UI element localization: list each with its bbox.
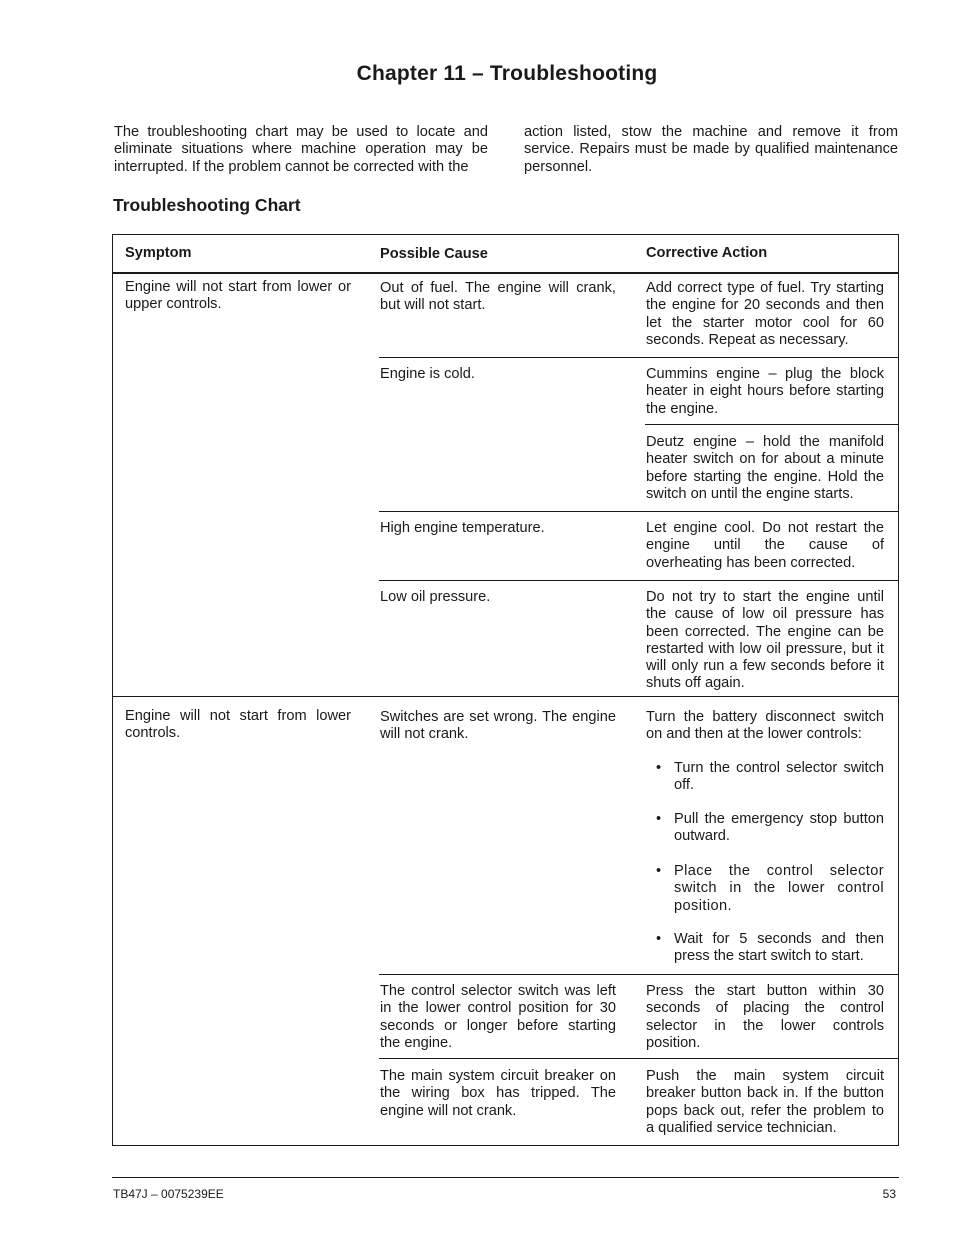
cause-cell: The control selector switch was left in the lower control position for 30 seconds or longer before starting the engine. (380, 983, 616, 1051)
step-item: Turn the control selector switch off. (674, 760, 884, 794)
action-cell: Cummins engine – plug the block heater in eight hours before starting the engine. (646, 366, 884, 417)
header-rule (113, 272, 898, 274)
cause-cell: Switches are set wrong. The engine will not crank. (380, 709, 616, 743)
step-item: Pull the emergency stop button outward. (674, 811, 884, 845)
action-cell: Add correct type of fuel. Try starting the engine for 20 seconds and then let the starter motor cool for 60 seconds. Repeat as necessary. (646, 280, 884, 348)
cause-cell: Engine is cold. (380, 366, 475, 382)
troubleshooting-table (112, 234, 899, 1146)
symptom-cell: Engine will not start from lower controls. (125, 708, 351, 742)
action-cell: Push the main system circuit breaker button back in. If the button pops back out, refer the problem to a qualified service technician. (646, 1068, 884, 1136)
bullet-icon: • (656, 931, 662, 947)
page-number: 53 (882, 1187, 896, 1201)
row-divider (645, 424, 898, 425)
intro-paragraph-left: The troubleshooting chart may be used to locate and eliminate situations where machine operation may be interrupted. If the problem cannot be corrected with the (114, 124, 488, 175)
footer-rule (112, 1177, 899, 1178)
step-item: Place the control selector switch in the lower control position. (674, 863, 884, 914)
header-corrective-action: Corrective Action (646, 245, 768, 261)
header-symptom: Symptom (125, 245, 192, 261)
symptom-cell: Engine will not start from lower or upper controls. (125, 279, 351, 313)
row-divider (379, 580, 898, 581)
chapter-title: Chapter 11 – Troubleshooting (356, 62, 658, 85)
row-divider (379, 1058, 898, 1059)
row-divider (379, 357, 898, 358)
cause-cell: The main system circuit breaker on the wiring box has tripped. The engine will not crank. (380, 1068, 616, 1119)
header-possible-cause: Possible Cause (380, 246, 488, 262)
cause-cell: High engine temperature. (380, 520, 545, 536)
bullet-icon: • (656, 863, 662, 879)
row-divider (379, 511, 898, 512)
action-cell: Let engine cool. Do not restart the engine until the cause of overheating has been corrected. (646, 520, 884, 571)
bullet-icon: • (656, 811, 662, 827)
intro-paragraph-right: action listed, stow the machine and remove it from service. Repairs must be made by qualified maintenance personnel. (524, 124, 898, 175)
action-cell: Turn the battery disconnect switch on and then at the lower controls: (646, 709, 884, 743)
action-cell: Press the start button within 30 seconds of placing the control selector in the lower controls position. (646, 983, 884, 1051)
row-divider (379, 974, 898, 975)
footer-doc-id: TB47J – 0075239EE (113, 1187, 224, 1201)
symptom-divider (113, 696, 898, 697)
section-title: Troubleshooting Chart (113, 195, 301, 215)
action-cell: Deutz engine – hold the manifold heater switch on for about a minute before starting the engine. Hold the switch on until the engine starts. (646, 434, 884, 502)
cause-cell: Out of fuel. The engine will crank, but will not start. (380, 280, 616, 314)
bullet-icon: • (656, 760, 662, 776)
cause-cell: Low oil pressure. (380, 589, 491, 605)
step-item: Wait for 5 seconds and then press the start switch to start. (674, 931, 884, 965)
action-cell: Do not try to start the engine until the cause of low oil pressure has been corrected. The engine can be restarted with low oil pressure, but it will only run a few seconds before it shuts off again. (646, 589, 884, 692)
